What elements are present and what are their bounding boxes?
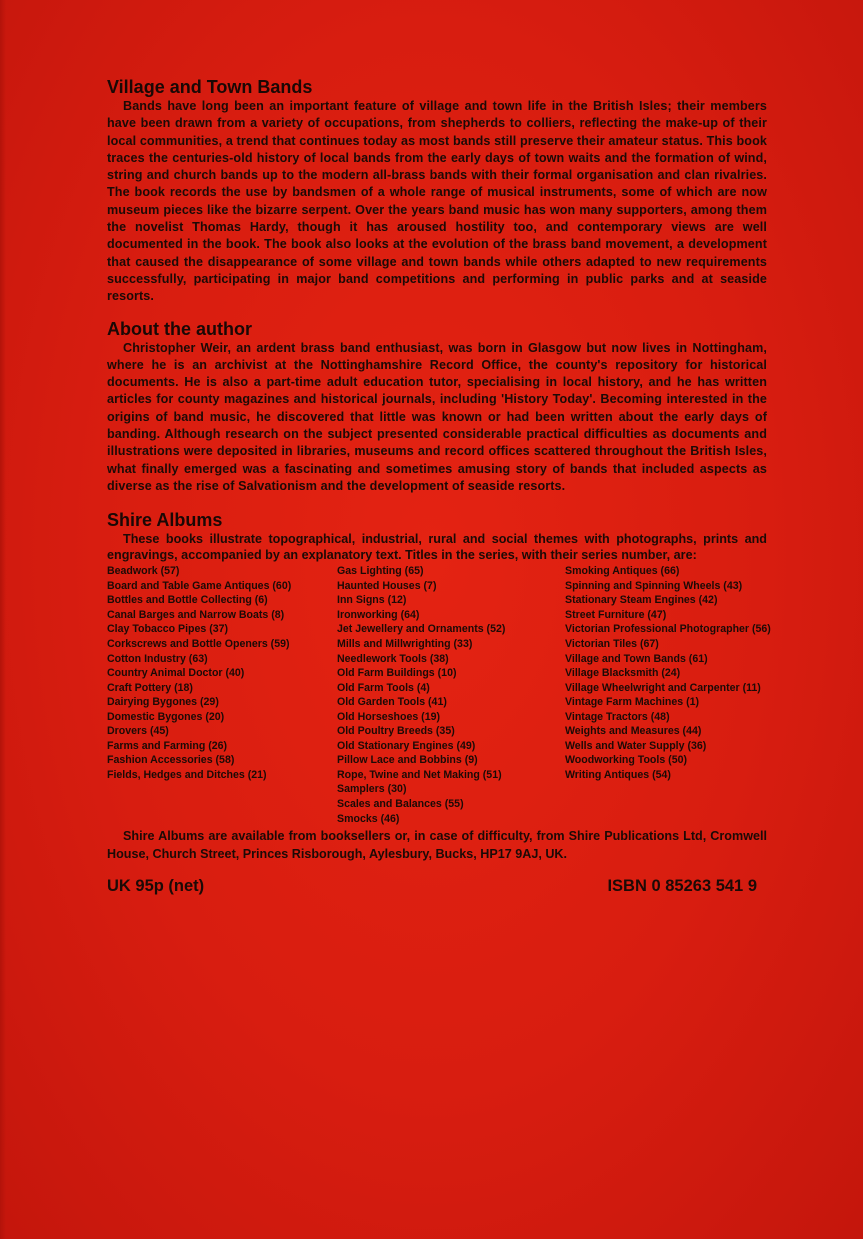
series-title-item: Clay Tobacco Pipes (37) bbox=[107, 623, 229, 636]
series-title-item: Vintage Farm Machines (1) bbox=[565, 696, 700, 709]
isbn-label: ISBN 0 85263 541 9 bbox=[607, 877, 757, 896]
series-title-item: Fields, Hedges and Ditches (21) bbox=[107, 768, 267, 781]
series-title-item: Farms and Farming (26) bbox=[107, 739, 228, 752]
book-title-heading: Village and Town Bands bbox=[107, 77, 313, 97]
series-column-1 bbox=[107, 564, 337, 826]
series-title-item: Smocks (46) bbox=[337, 812, 400, 825]
series-title-item: Haunted Houses (7) bbox=[337, 579, 437, 592]
series-title-item: Village Wheelwright and Carpenter (11) bbox=[565, 681, 761, 694]
series-title-item: Weights and Measures (44) bbox=[565, 725, 702, 738]
series-title-item: Vintage Tractors (48) bbox=[565, 710, 670, 723]
availability-note: Shire Albums are available from booksellers or, in case of difficulty, from Shire Publications Ltd, Cromwell House, Church Street, Princes Risborough, Aylesbury, Bucks, HP17 9AJ, UK. bbox=[107, 829, 767, 861]
series-title-item: Country Animal Doctor (40) bbox=[107, 667, 245, 680]
series-title-item: Canal Barges and Narrow Boats (8) bbox=[107, 608, 285, 621]
bottom-line bbox=[107, 877, 757, 896]
series-title-item: Domestic Bygones (20) bbox=[107, 710, 225, 723]
series-title-item: Wells and Water Supply (36) bbox=[565, 739, 707, 752]
series-title-item: Corkscrews and Bottle Openers (59) bbox=[107, 637, 290, 650]
series-title-item: Victorian Tiles (67) bbox=[565, 637, 659, 650]
series-title-item: Dairying Bygones (29) bbox=[107, 696, 219, 709]
series-title-item: Woodworking Tools (50) bbox=[565, 754, 688, 767]
series-title-item: Beadwork (57) bbox=[107, 565, 180, 578]
price-label: UK 95p (net) bbox=[107, 877, 205, 896]
series-title-item: Jet Jewellery and Ornaments (52) bbox=[337, 623, 506, 636]
series-title-item: Victorian Professional Photographer (56) bbox=[565, 623, 771, 636]
series-title-item: Samplers (30) bbox=[337, 783, 407, 796]
series-title-item: Cotton Industry (63) bbox=[107, 652, 208, 665]
series-title-item: Board and Table Game Antiques (60) bbox=[107, 579, 292, 592]
series-title-item: Inn Signs (12) bbox=[337, 594, 407, 607]
series-column-3 bbox=[565, 564, 772, 826]
series-intro: These books illustrate topographical, industrial, rural and social themes with photographs, prints and engravings, accompanied by an explanatory text. Titles in the series, with their series number, are: bbox=[107, 532, 767, 563]
series-title-item: Drovers (45) bbox=[107, 725, 169, 738]
series-column-2 bbox=[337, 564, 565, 826]
series-title-list bbox=[107, 564, 772, 826]
series-title-item: Mills and Millwrighting (33) bbox=[337, 637, 473, 650]
series-title-item: Gas Lighting (65) bbox=[337, 565, 424, 578]
series-title-item: Ironworking (64) bbox=[337, 608, 420, 621]
cover-text bbox=[107, 76, 771, 896]
series-title-item: Fashion Accessories (58) bbox=[107, 754, 235, 767]
series-title-item: Smoking Antiques (66) bbox=[565, 565, 680, 578]
series-title-item: Old Farm Buildings (10) bbox=[337, 667, 457, 680]
series-title-item: Old Farm Tools (4) bbox=[337, 681, 430, 694]
series-title-item: Rope, Twine and Net Making (51) bbox=[337, 768, 502, 781]
series-title-item: Old Poultry Breeds (35) bbox=[337, 725, 455, 738]
series-title-item: Old Horseshoes (19) bbox=[337, 710, 441, 723]
series-title-item: Street Furniture (47) bbox=[565, 608, 667, 621]
series-title-item: Pillow Lace and Bobbins (9) bbox=[337, 754, 478, 767]
series-title-item: Old Garden Tools (41) bbox=[337, 696, 447, 709]
series-title-item: Needlework Tools (38) bbox=[337, 652, 449, 665]
book-description: Bands have long been an important feature of village and town life in the British Isles; their members have been drawn from a variety of occupations, from shepherds to colliers, reflecting the make-up of their local communities, a trend that continues today as most bands still preserve their amateur status. This book traces the centuries-old history of local bands from the early days of town waits and the formation of wind, string and church bands up to the modern all-brass bands with their formal organisation and clan rivalries. The book records the use by bandsmen of a whole range of musical instruments, some of which are now museum pieces like the bizarre serpent. Over the years band music has won many supporters, among them the novelist Thomas Hardy, though it has aroused hostility too, and contemporary views are well documented in the book. The book also looks at the evolution of the brass band movement, a development that caused the disappearance of some village and town bands while others adapted to new requirements successfully, participating in major band competitions and performing in public parks and at seaside resorts. bbox=[107, 99, 767, 304]
series-title-item: Scales and Balances (55) bbox=[337, 797, 464, 810]
series-title-item: Village Blacksmith (24) bbox=[565, 667, 681, 680]
series-title-item: Spinning and Spinning Wheels (43) bbox=[565, 579, 743, 592]
author-bio: Christopher Weir, an ardent brass band enthusiast, was born in Glasgow but now lives in Nottingham, where he is an archivist at the Nottinghamshire Record Office, the county's repository for historical documents. He is also a part-time adult education tutor, specialising in local history, and he has written articles for county magazines and historical journals, including 'History Today'. Becoming interested in the origins of band music, he discovered that little was known or had been written about the early days of banding. Although research on the subject presented considerable practical difficulties as documents and illustrations were deposited in libraries, museums and record offices scattered throughout the British Isles, what finally emerged was a fascinating and sometimes amusing story of bands that included aspects as diverse as the rise of Salvationism and the development of seaside resorts. bbox=[107, 340, 767, 493]
series-title-item: Village and Town Bands (61) bbox=[565, 652, 708, 665]
series-title-item: Old Stationary Engines (49) bbox=[337, 739, 476, 752]
series-heading: Shire Albums bbox=[107, 510, 223, 531]
author-heading: About the author bbox=[107, 318, 252, 339]
series-title-item: Writing Antiques (54) bbox=[565, 768, 671, 781]
series-title-item: Bottles and Bottle Collecting (6) bbox=[107, 594, 268, 607]
series-title-item: Craft Pottery (18) bbox=[107, 681, 193, 694]
series-title-item: Stationary Steam Engines (42) bbox=[565, 594, 718, 607]
